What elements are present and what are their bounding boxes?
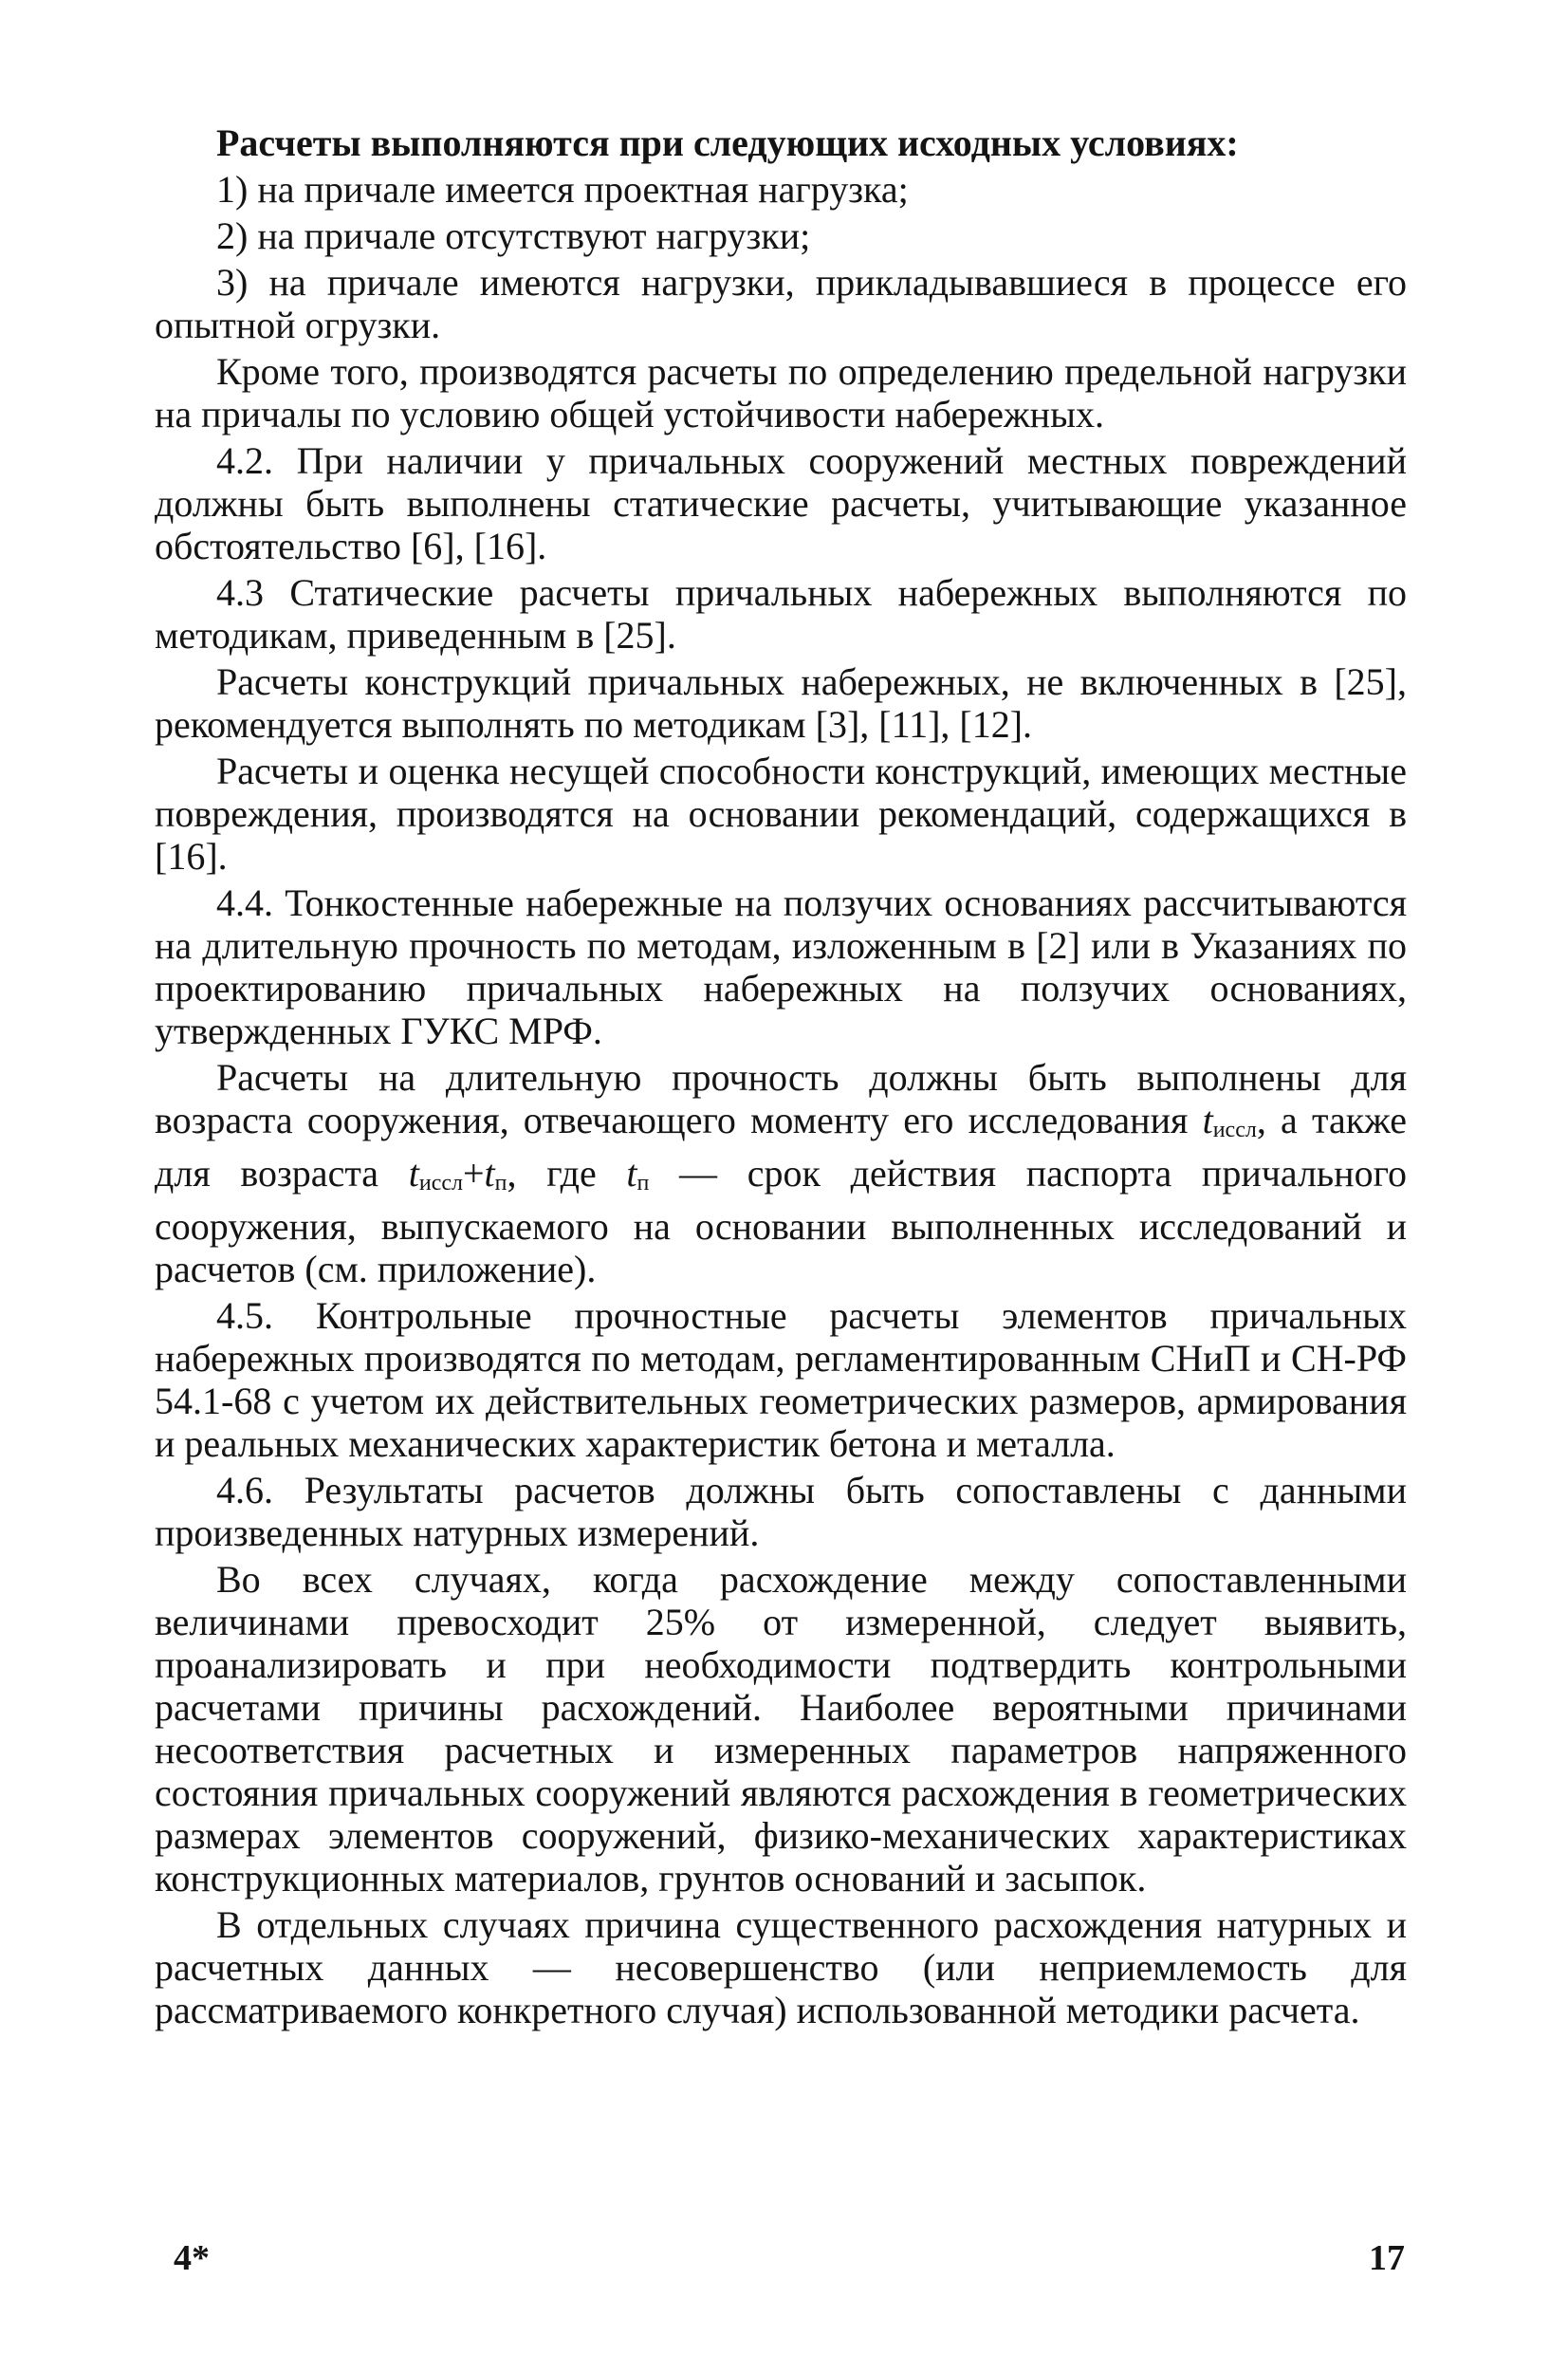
t-issl-subscript: иссл (1212, 1118, 1257, 1142)
sheet-signature: 4* (174, 2238, 210, 2278)
longterm-part1: Расчеты на длительную прочность должны быть выполнены для возраста сооружения, отвечающего моменту его исследования (155, 1056, 1407, 1141)
t-p-subscript: п (636, 1171, 650, 1196)
longterm-part4: — срок действия паспорта причального сооружения, выпускаемого на основании выполненных исследований и расчетов (см. приложение). (155, 1152, 1407, 1290)
t-symbol: t (1202, 1099, 1213, 1141)
longterm-part2: , а также для возраста (155, 1099, 1407, 1195)
paragraph-separate-cases: В отдельных случаях причина существенного расхождения натурных и расчетных данных — несовершенство (или неприемлемость для рассматриваемого конкретного случая) использованной методики расчета. (155, 1903, 1407, 2031)
t-symbol: t (408, 1152, 419, 1195)
body-text (155, 121, 1407, 2035)
condition-item-2: 2) на причале отсутствуют нагрузки; (216, 214, 811, 257)
t-symbol: t (626, 1152, 637, 1195)
paragraph-4-2: 4.2. При наличии у причальных сооружений местных повреждений должны быть выполнены статические расчеты, учитывающие указанное обстоятельство [6], [16]. (155, 439, 1407, 567)
paragraph-4-5: 4.5. Контрольные прочностные расчеты элементов причальных набережных производятся по методам, регламентированным СНиП и СН-РФ 54.1-68 с учетом их действительных геометрических размеров, армирования и реальных механических характеристик бетона и металла. (155, 1294, 1407, 1465)
condition-item-1: 1) на причале имеется проектная нагрузка; (216, 168, 909, 211)
t-issl-subscript: иссл (418, 1171, 463, 1196)
longterm-part3: , где (507, 1152, 627, 1195)
t-p-subscript: п (494, 1171, 507, 1196)
paragraph-4-3: 4.3 Статические расчеты причальных набережных выполняются по методикам, приведенным в [25]. (155, 571, 1407, 657)
condition-item-3: 3) на причале имеются нагрузки, прикладывавшиеся в процессе его опытной огрузки. (155, 261, 1407, 346)
t-symbol: t (484, 1152, 495, 1195)
paragraph-constructions: Расчеты конструкций причальных набережных, не включенных в [25], рекомендуется выполнять по методикам [3], [11], [12]. (155, 660, 1407, 746)
paragraph-besides: Кроме того, производятся расчеты по определению предельной нагрузки на причалы по условию общей устойчивости набережных. (155, 350, 1407, 436)
plus-sign: + (462, 1152, 485, 1195)
paragraph-4-6: 4.6. Результаты расчетов должны быть сопоставлены с данными произведенных натурных измерений. (155, 1469, 1407, 1554)
paragraph-bearing-capacity: Расчеты и оценка несущей способности конструкций, имеющих местные повреждения, производятся на основании рекомендаций, содержащихся в [16]. (155, 750, 1407, 878)
paragraph-4-4: 4.4. Тонкостенные набережные на ползучих основаниях рассчитываются на длительную прочность по методам, изложенным в [2] или в Указаниях по проектированию причальных набережных на ползучих основаниях, утвержденных ГУКС МРФ. (155, 881, 1407, 1052)
paragraph-all-cases: Во всех случаях, когда расхождение между сопоставленными величинами превосходит 25% от измеренной, следует выявить, проанализировать и при необходимости подтвердить контрольными расчетами причины расхождений. Наиболее вероятными причинами несоответствия расчетных и измеренных параметров напряженного состояния причальных сооружений являются расхождения в геометрических размерах элементов сооружений, физико-механических характеристиках конструкционных материалов, грунтов оснований и засыпок. (155, 1558, 1407, 1900)
page-number: 17 (1369, 2238, 1405, 2278)
intro-paragraph: Расчеты выполняются при следующих исходных условиях: (216, 121, 1239, 164)
paragraph-long-term-strength (155, 1056, 1407, 1290)
